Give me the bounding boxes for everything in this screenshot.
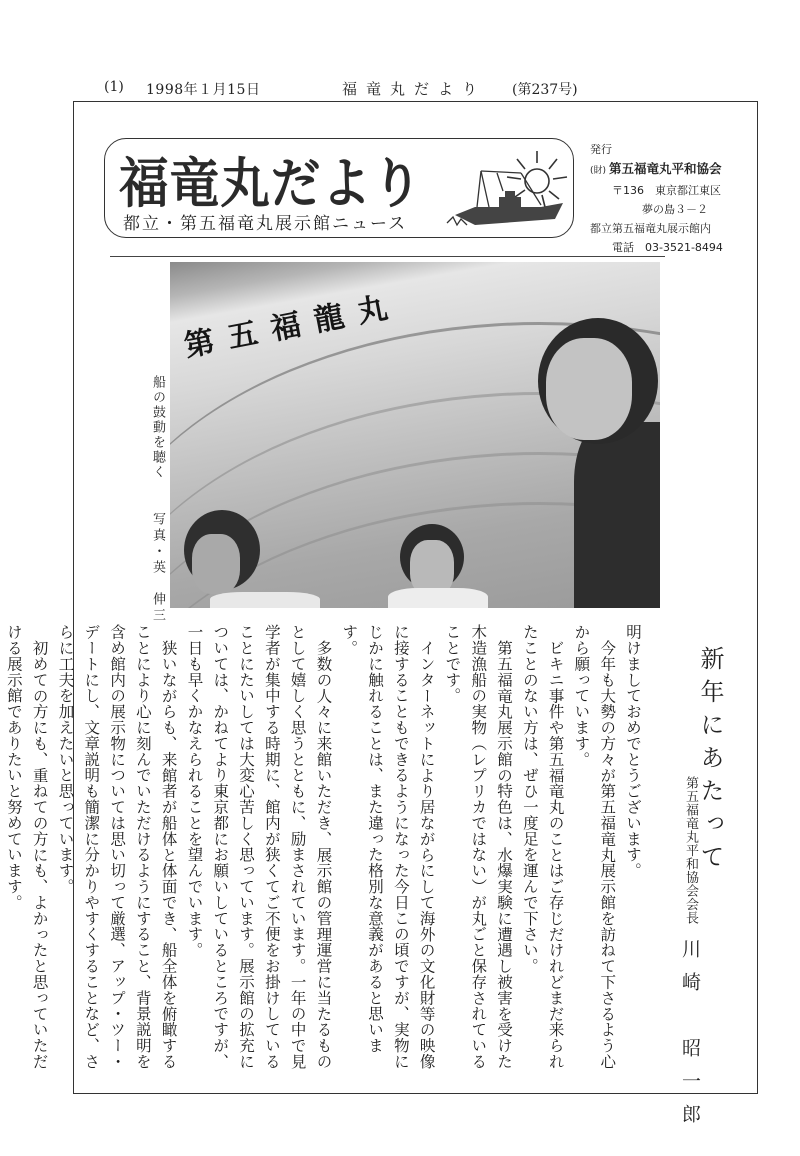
running-head-title: 福竜丸だより [342, 80, 487, 98]
masthead-logo [104, 138, 574, 238]
hull-ship-name: 第五福龍丸 [181, 287, 405, 365]
publisher-address-line3: 都立第五福竜丸展示館内 [590, 222, 711, 235]
masthead-divider [110, 256, 665, 257]
ship-with-sun-icon [445, 145, 575, 235]
paragraph: 初めての方にも、重ねての方にも、よかったと思っていただける展示館でありたいと努めています。 [4, 624, 49, 1069]
author-name: 川崎 昭一郎 [679, 938, 701, 1137]
article-title: 新年にあたって [696, 646, 724, 877]
running-head [0, 76, 800, 100]
foundation-mark: (財) [590, 166, 607, 176]
paragraph: 多数の人々に来館いただき、展示館の管理運営に当たるものとして嬉しく思うとともに、励まされています。一年の中で見学者が集中する時期に、館内が狭くてご不便をお掛けしていることにたいしては大変心苦しく思っています。展示館の拡充については、かねてより東京都にお願いしているところですが、一日も早くかなえられることを望んでいます。 [185, 624, 333, 1070]
issue-date: 1998年１月15日 [146, 82, 261, 98]
student-figure [574, 422, 660, 608]
masthead-subtitle: 都立・第五福竜丸展示館ニュース [123, 214, 408, 234]
paragraph: 明けましておめでとうございます。 [624, 624, 642, 879]
publisher-phone: 電話 03-3521-8494 [612, 241, 723, 254]
cover-photo [170, 262, 660, 608]
page-number: (1) [104, 79, 124, 95]
publisher-label: 発行 [590, 143, 612, 156]
publisher-org-name: 第五福竜丸平和協会 [609, 161, 722, 176]
paragraph: インターネットにより居ながらにして海外の文化財等の映像に接することもできるようになった今日この頃ですが、実物にじかに触れることは、また違った格別な意義があると思います。 [340, 624, 436, 1070]
paragraph: ビキニ事件や第五福竜丸のことはご存じだけれどまだ来られたことのない方は、ぜひ一度足を運んで下さい。 [520, 624, 565, 1069]
masthead-title: 福竜丸だより [119, 151, 423, 215]
publisher-address-line1: 〒136 東京都江東区 [612, 184, 721, 197]
author-role: 第五福竜丸平和協会会長 [683, 776, 698, 925]
publisher-org [590, 159, 760, 181]
student-face [546, 338, 632, 440]
student-face [192, 534, 240, 594]
paragraph: 今年も大勢の方々が第五福竜丸展示館を訪ねて下さるよう心から願っています。 [572, 624, 617, 1069]
article-body [0, 624, 645, 1076]
student-collar [210, 592, 320, 608]
paragraph: 第五福竜丸展示館の特色は、水爆実験に遭遇し被害を受けた木造漁船の実物（レプリカではない）が丸ごと保存されていることです。 [443, 624, 514, 1070]
article-author [677, 776, 704, 1137]
photo-caption: 船の鼓動を聴く [150, 375, 165, 480]
photo-credit: 写真・英 伸三 [150, 512, 165, 624]
publisher-info [590, 140, 760, 257]
issue-number: (第237号) [512, 82, 578, 98]
paragraph: 狭いながらも、来館者が船体と体面でき、船全体を俯瞰することにより心に刻んでいただけるようにすること、背景説明を含め館内の展示物については思い切って厳選、アップ・ツー・デートにし、文章説明も簡潔に分かりやすくすることなど、さらに工夫を加えたいと思っています。 [56, 624, 178, 1070]
publisher-address-line2: 夢の島３－２ [642, 203, 708, 216]
student-collar [388, 588, 488, 608]
